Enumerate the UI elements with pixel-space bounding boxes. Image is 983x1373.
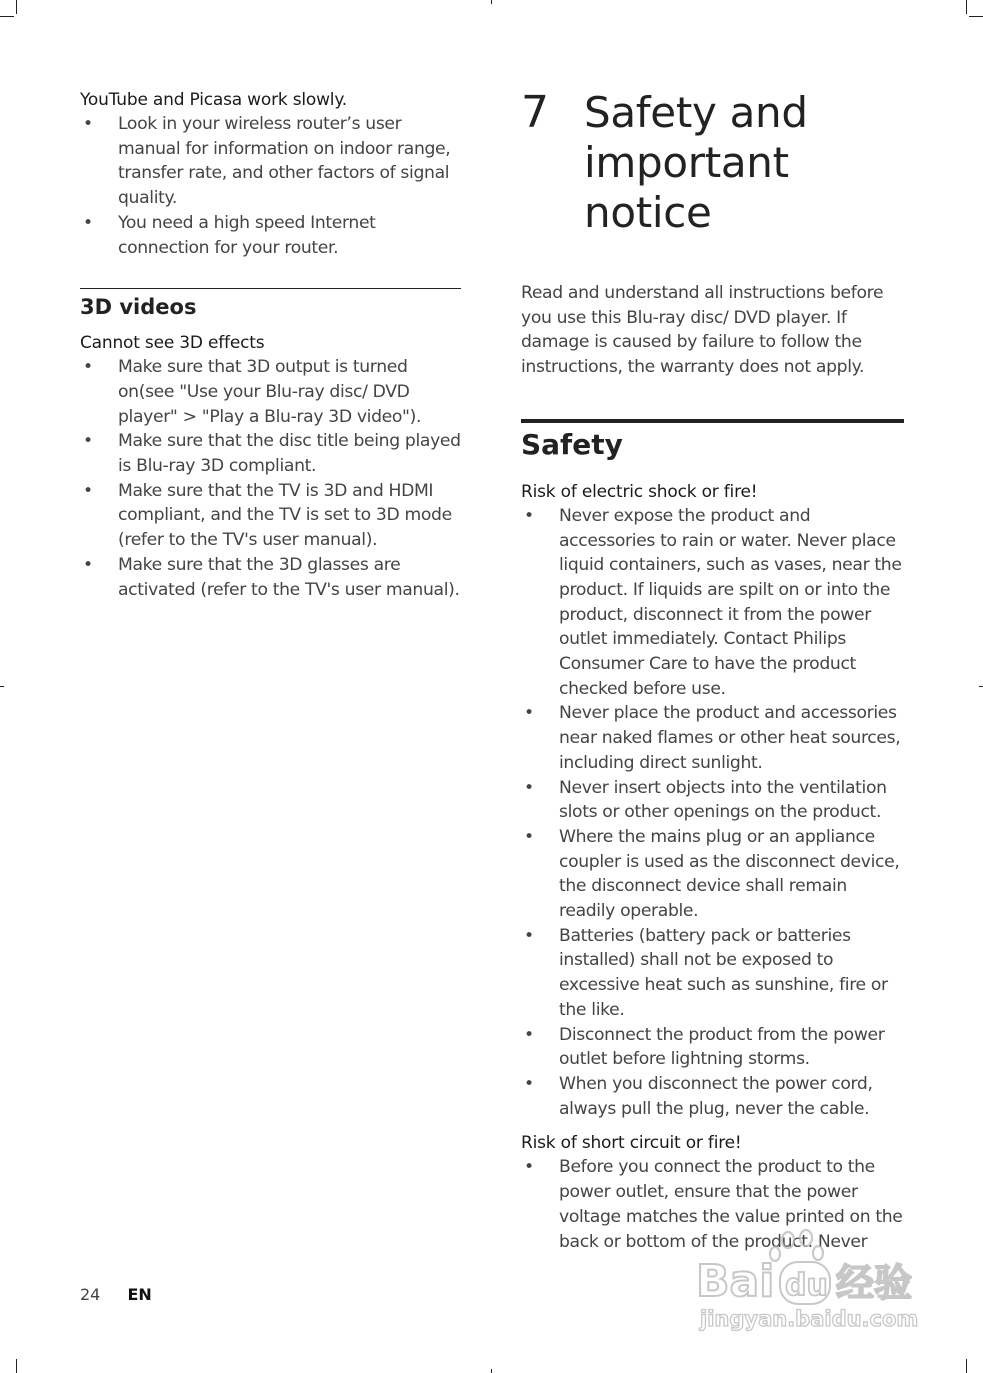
crop-mark [0, 686, 4, 687]
list-item: • You need a high speed Internet connection for your router. [83, 212, 376, 258]
page-footer [80, 1284, 152, 1306]
list-item: • Make sure that 3D output is turned on(see "Use your Blu-ray disc/ DVD player" > "Play a Blu-ray 3D video"). [83, 357, 422, 427]
list-item: • Make sure that the 3D glasses are activated (refer to the TV's user manual). [83, 554, 460, 600]
risk-shock-list [521, 504, 904, 1122]
crop-mark [0, 16, 14, 17]
section-title-3d-videos: 3D videos [80, 295, 197, 320]
crop-mark [969, 16, 983, 17]
bullet-icon: • [83, 554, 93, 575]
list-item: • Make sure that the TV is 3D and HDMI compliant, and the TV is set to 3D mode (refer to the TV's user manual). [83, 480, 452, 551]
baidu-watermark-logo [694, 1226, 928, 1336]
bullet-icon: • [83, 357, 93, 378]
3d-troubleshoot-list [80, 355, 461, 602]
troubleshoot-heading: YouTube and Picasa work slowly. [80, 90, 347, 110]
crop-mark [966, 0, 967, 14]
list-item: • When you disconnect the power cord, always pull the plug, never the cable. [524, 1073, 873, 1119]
list-item: • Never place the product and accessories near naked flames or other heat sources, including direct sunlight. [524, 703, 901, 773]
bullet-icon: • [83, 114, 93, 134]
risk-shock-heading: Risk of electric shock or fire! [521, 481, 758, 502]
list-item: • Look in your wireless router’s user manual for information on indoor range, transfer rate, and other factors of signal quality. [83, 114, 451, 209]
bullet-icon: • [524, 1024, 534, 1045]
list-item: • Batteries (battery pack or batteries installed) shall not be exposed to excessive heat such as sunshine, fire or the like. [524, 925, 888, 1020]
crop-mark [491, 1369, 492, 1373]
bullet-icon: • [83, 431, 93, 452]
subheading-3d-effects: Cannot see 3D effects [80, 333, 265, 354]
bullet-icon: • [524, 1157, 534, 1178]
svg-text:jingyan.baidu.com: jingyan.baidu.com [700, 1307, 919, 1331]
svg-text:Bai: Bai [696, 1256, 775, 1307]
right-column [521, 88, 904, 1254]
troubleshoot-list [80, 112, 461, 260]
crop-mark [16, 1359, 17, 1373]
bullet-icon: • [524, 1073, 534, 1094]
crop-mark [979, 686, 983, 687]
language-code: EN [127, 1285, 152, 1304]
crop-mark [491, 0, 492, 4]
list-item: • Never insert objects into the ventilation slots or other openings on the product. [524, 777, 887, 823]
risk-short-circuit-heading: Risk of short circuit or fire! [521, 1133, 742, 1154]
section-title-safety: Safety [521, 427, 623, 461]
bullet-icon: • [524, 925, 534, 946]
list-item: • Disconnect the product from the power outlet before lightning storms. [524, 1024, 885, 1070]
bullet-icon: • [524, 703, 534, 724]
chapter-number: 7 [521, 87, 549, 138]
svg-text:经验: 经验 [836, 1261, 913, 1305]
page-number: 24 [80, 1285, 101, 1304]
list-item: • Make sure that the disc title being played is Blu-ray 3D compliant. [83, 431, 461, 477]
crop-mark [966, 1359, 967, 1373]
intro-paragraph: Read and understand all instructions before you use this Blu-ray disc/ DVD player. If damage is caused by failure to follow the instructions, the warranty does not apply. [521, 283, 884, 378]
bullet-icon: • [524, 826, 534, 847]
chapter-heading [521, 88, 904, 238]
list-item: • Before you connect the product to the power outlet, ensure that the power voltage matches the value printed on the back or bottom of the product. Never [524, 1157, 903, 1252]
svg-text:du: du [785, 1268, 828, 1303]
section-divider [80, 288, 461, 289]
bullet-icon: • [83, 212, 93, 233]
bullet-icon: • [524, 777, 534, 798]
chapter-title: Safety and important notice [584, 88, 808, 237]
left-column [80, 88, 461, 602]
section-divider [521, 419, 904, 423]
bullet-icon: • [83, 480, 93, 501]
crop-mark [16, 0, 17, 14]
bullet-icon: • [524, 505, 534, 526]
list-item: • Where the mains plug or an appliance coupler is used as the disconnect device, the disconnect device shall remain readily operable. [524, 826, 900, 922]
list-item: • Never expose the product and accessories to rain or water. Never place liquid containers, such as vases, near the product. If liquids are spilt on or into the product, disconnect it from the power outlet immediately. Contact Philips Consumer Care to have the product checked before use. [524, 505, 902, 699]
